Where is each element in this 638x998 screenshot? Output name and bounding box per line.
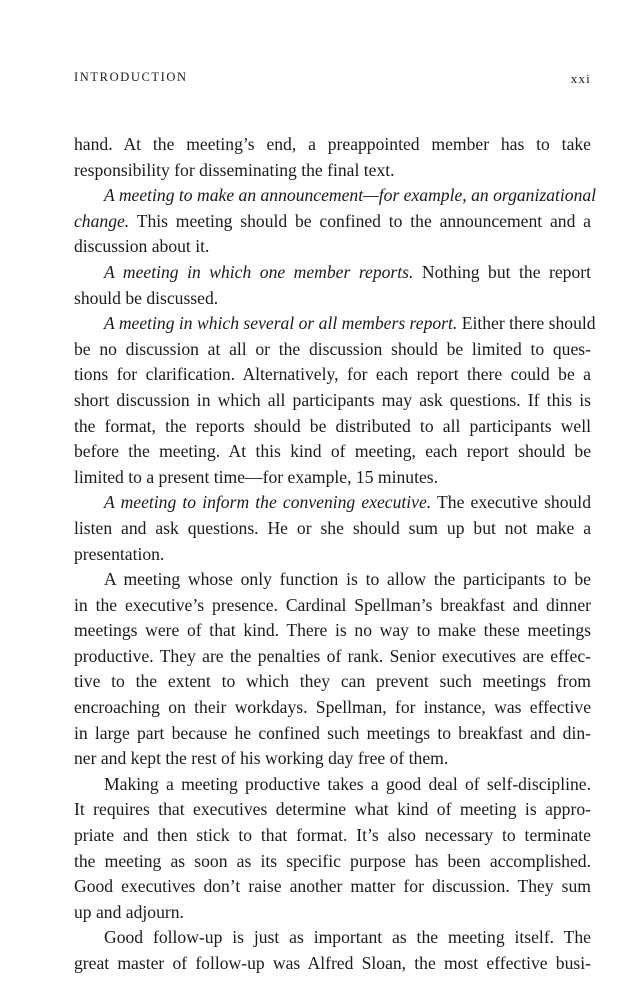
page-number: xxi (570, 71, 591, 86)
italic-run-in-heading: A meeting in which one member reports. (104, 261, 414, 282)
text-run: tions for clarification. Alternatively, for each report there could be a (74, 364, 591, 385)
text-line (74, 414, 591, 440)
text-line (74, 925, 591, 951)
text-run: Nothing but the report (413, 261, 591, 282)
text-run: Good follow-up is just as important as the meeting itself. The (104, 927, 591, 948)
text-run: responsibility for disseminating the final text. (74, 159, 395, 180)
text-line (74, 311, 596, 337)
text-line (74, 439, 591, 465)
text-line (74, 593, 591, 619)
text-run: the format, the reports should be distributed to all participants well (74, 415, 591, 436)
text-line (74, 542, 591, 568)
italic-run-in-heading: A meeting in which several or all members report. (104, 313, 458, 334)
text-run: Either there should (457, 313, 596, 334)
text-run: A meeting whose only function is to allow the participants to be (104, 569, 591, 590)
text-run: presentation. (74, 543, 165, 564)
text-line (74, 183, 597, 209)
text-line (74, 490, 591, 516)
text-run: limited to a present time—for example, 15 minutes. (74, 466, 439, 487)
text-run: should be discussed. (74, 287, 219, 308)
text-run: short discussion in which all participants may ask questions. If this is (74, 389, 591, 410)
text-line (74, 132, 591, 158)
text-run: up and adjourn. (74, 901, 184, 922)
text-run: productive. They are the penalties of rank. Senior executives are effec- (74, 645, 591, 666)
text-run: be no discussion at all or the discussion should be limited to ques- (74, 338, 591, 359)
text-run: encroaching on their workdays. Spellman, for instance, was effective (74, 697, 591, 718)
text-line (74, 516, 591, 542)
text-run: This meeting should be confined to the announcement and a (129, 210, 591, 231)
text-line (74, 618, 591, 644)
text-run: meetings were of that kind. There is no way to make these meetings (74, 620, 591, 641)
text-run: in large part because he confined such meetings to breakfast and din- (74, 722, 591, 743)
italic-run-in-heading: A meeting to inform the convening executive. (104, 492, 432, 513)
text-run: tive to the extent to which they can prevent such meetings from (74, 671, 591, 692)
text-run: priate and then stick to that format. It’s also necessary to terminate (74, 825, 591, 846)
text-line (74, 669, 591, 695)
text-line (74, 951, 591, 977)
text-run: The executive should (431, 492, 591, 513)
text-run: discussion about it. (74, 236, 210, 257)
text-line (74, 337, 591, 363)
text-line (74, 772, 591, 798)
text-run: the meeting as soon as its specific purpose has been accomplished. (74, 850, 591, 871)
text-line (74, 900, 591, 926)
text-line (74, 644, 591, 670)
text-line (74, 209, 591, 235)
text-run: listen and ask questions. He or she should sum up but not make a (74, 517, 591, 538)
italic-run-in-heading: A meeting to make an announcement—for example, an organizational (104, 185, 597, 206)
text-run: hand. At the meeting’s end, a preappointed member has to take (74, 134, 591, 154)
text-run: It requires that executives determine what kind of meeting is appro- (74, 799, 591, 820)
text-run: great master of follow-up was Alfred Sloan, the most effective busi- (74, 953, 591, 973)
text-run: in the executive’s presence. Cardinal Spellman’s breakfast and dinner (74, 594, 591, 615)
text-line (74, 158, 591, 184)
text-line (74, 567, 591, 593)
body-text (74, 132, 597, 977)
text-line (74, 874, 591, 900)
running-head-title: INTRODUCTION (74, 70, 188, 84)
text-line (74, 260, 591, 286)
italic-run-in-heading: change. (74, 210, 130, 231)
text-line (74, 849, 591, 875)
text-run: Making a meeting productive takes a good deal of self-discipline. (104, 773, 591, 794)
text-line (74, 746, 591, 772)
text-run: Good executives don’t raise another matter for discussion. They sum (74, 876, 591, 897)
text-line (74, 286, 591, 312)
text-line (74, 388, 591, 414)
text-run: ner and kept the rest of his working day free of them. (74, 748, 449, 769)
text-line (74, 362, 591, 388)
text-line (74, 823, 591, 849)
text-line (74, 234, 591, 260)
text-line (74, 695, 591, 721)
text-run: before the meeting. At this kind of meeting, each report should be (74, 441, 591, 462)
text-line (74, 797, 591, 823)
text-line (74, 465, 591, 491)
running-head (74, 70, 591, 90)
text-line (74, 721, 591, 747)
